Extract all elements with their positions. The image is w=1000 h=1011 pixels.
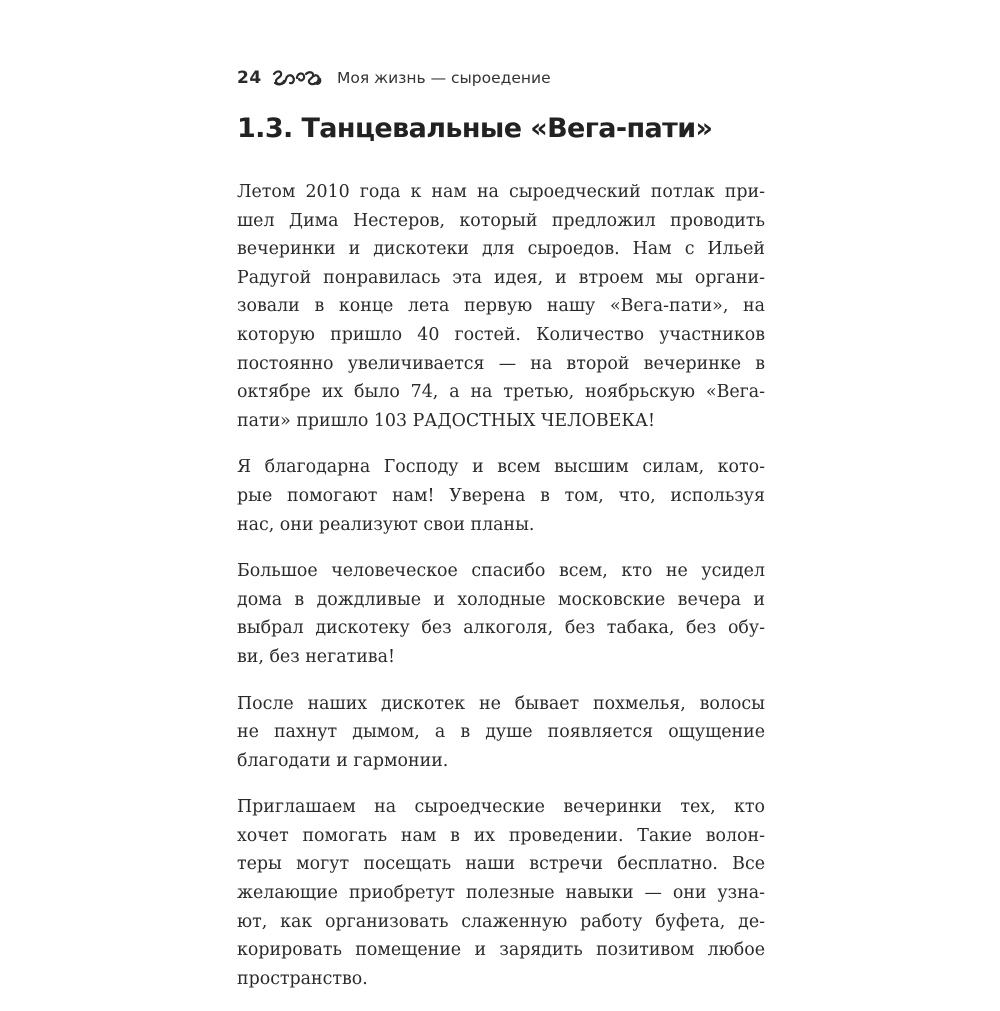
text-line: зовали в конце лета первую нашу «Вега-пати», на <box>237 296 765 317</box>
text-line: которую пришло 40 гостей. Количество участников <box>237 324 765 345</box>
text-line: вечеринки и дискотеки для сыроедов. Нам с Ильей <box>237 239 765 260</box>
text-line: не пахнут дымом, а в душе появляется ощущение <box>237 722 765 743</box>
paragraph-3 <box>237 557 765 671</box>
text-line: желающие приобретут полезные навыки — они узна- <box>237 883 765 904</box>
text-line: пространство. <box>237 968 368 989</box>
chapter-title: 1.3. Танцевальные «Вега-пати» <box>237 113 713 144</box>
paragraph-2 <box>237 453 765 539</box>
text-line: корировать помещение и зарядить позитивом любое <box>237 940 765 961</box>
text-line: выбрал дискотеку без алкоголя, без табака, без обу- <box>237 618 765 639</box>
text-line: постоянно увеличивается — на второй вечеринке в <box>237 353 765 374</box>
running-title: Моя жизнь — сыроедение <box>337 69 551 87</box>
body-text <box>237 178 765 1011</box>
running-head <box>237 66 551 90</box>
text-line: ют, как организовать слаженную работу буфета, де- <box>237 911 765 932</box>
text-line: После наших дискотек не бывает похмелья, волосы <box>237 693 765 714</box>
text-line: Летом 2010 года к нам на сыроедческий потлак при- <box>237 182 765 202</box>
text-line: благодати и гармонии. <box>237 750 449 771</box>
text-line: Большое человеческое спасибо всем, кто не усидел <box>237 561 765 582</box>
text-line: Радугой понравилась эта идея, и втроем мы органи- <box>237 267 765 288</box>
text-line: хочет помогать нам в их проведении. Такие волон- <box>237 825 765 846</box>
text-line: дома в дождливые и холодные московские вечера и <box>237 589 765 610</box>
page-number: 24 <box>237 68 262 88</box>
ornament-icon <box>271 68 323 88</box>
text-line: Приглашаем на сыроедческие вечеринки тех, кто <box>237 797 765 818</box>
text-line: пати» пришло 103 РАДОСТНЫХ ЧЕЛОВЕКА! <box>237 410 655 431</box>
paragraph-5 <box>237 793 765 993</box>
text-line: октябре их было 74, а на третью, ноябрьскую «Вега- <box>237 382 765 403</box>
paragraph-4 <box>237 690 765 776</box>
text-line: ви, без негатива! <box>237 646 395 667</box>
text-line: Я благодарна Господу и всем высшим силам, кото- <box>237 457 765 478</box>
paragraph-1 <box>237 178 765 435</box>
text-line: шел Дима Нестеров, который предложил проводить <box>237 210 765 231</box>
text-line: рые помогают нам! Уверена в том, что, используя <box>237 485 765 506</box>
text-line: нас, они реализуют свои планы. <box>237 514 535 535</box>
text-line: теры могут посещать наши встречи бесплатно. Все <box>237 854 765 875</box>
